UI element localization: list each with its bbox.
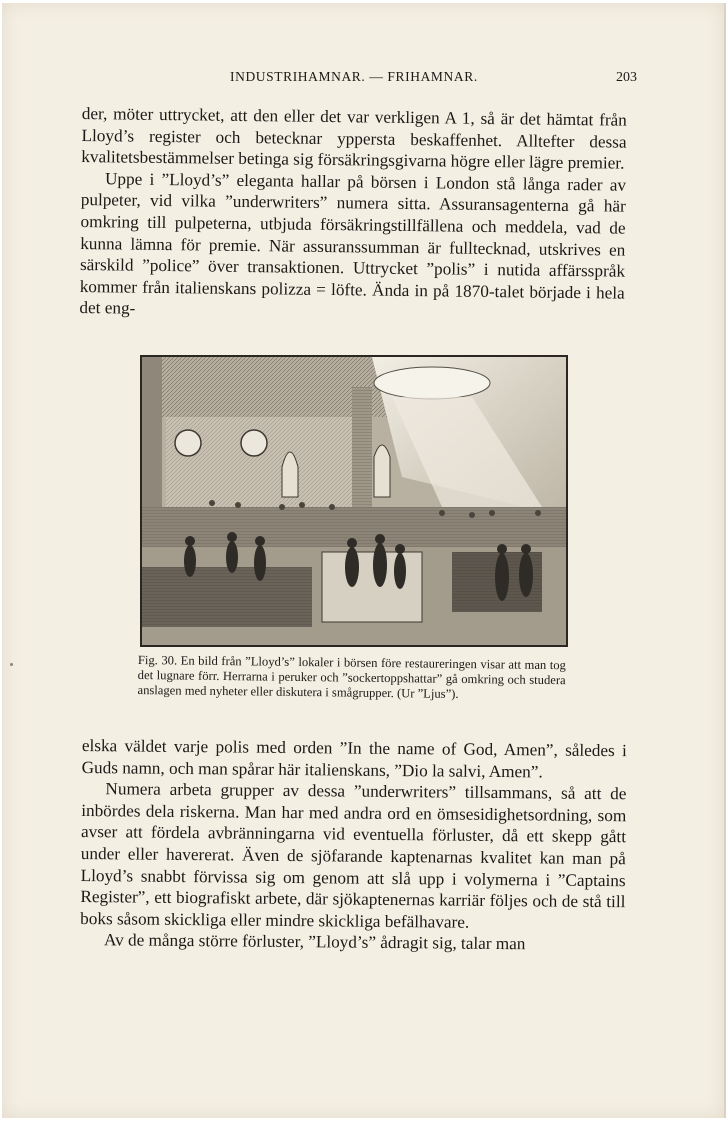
body-text-top — [79, 103, 627, 326]
paragraph: Uppe i ”Lloyd’s” eleganta hallar på börsen i London stå långa rader av pulpeter, vid vilka ”underwriters” numera sitta. Assuransagenterna gå här omkring till pulpeterna, utbjuda försäkringstillfällena och meddela, vad de kunna lämna för premie. När assuranssumman är fulltecknad, utskrives en särskild ”police” över transaktionen. Uttrycket ”polis” i nutida affärsspråk kommer från italienskans polizza = löfte. Ända in på 1870-talet började i hela det eng- — [79, 169, 627, 319]
figure-engraving-lloyds-hall — [140, 355, 568, 647]
paragraph: Numera arbeta grupper av dessa ”underwriters” tillsammans, så att de inbördes dela riskerna. Man har med andra ord en ömsesidighetsordning, som avser att fördela avbränningarna vid eventuella förluster, då ett skepp gått under eller havererat. Även de sjöfarande kaptenarnas kvalitet kan man på Lloyd’s snabbt förvissa sig om genom att slå upp i volymerna i ”Captains Register”, ett biografiskt arbete, där sjökaptenernas karriär följes och de stå till boks såsom skickliga eller mindre skickliga befälhavare. — [80, 779, 627, 932]
paragraph: Av de många större förluster, ”Lloyd’s” ådragit sig, talar man — [103, 930, 526, 954]
paragraph: elska väldet varje polis med orden ”In the name of God, Amen”, således i Guds namn, och man spårar här italienskans, ”Dio la salvi, Amen”. — [81, 735, 627, 782]
body-text-bottom — [80, 735, 627, 956]
page-number: 203 — [616, 70, 637, 85]
figure-caption — [137, 653, 566, 703]
caption-text: Fig. 30. En bild från ”Lloyd’s” lokaler i börsen före restaureringen visar att man tog det lugnare förr. Herrarna i peruker och ”sockertoppshattar” gå omkring och studera anslagen med nyheter eller diskutera i smågrupper. (Ur ”Ljus”). — [137, 653, 566, 701]
page-header — [2, 69, 728, 89]
running-head: INDUSTRIHAMNAR. — FRIHAMNAR. — [230, 69, 478, 84]
margin-speck — [10, 663, 13, 666]
book-page — [2, 3, 726, 1118]
paragraph: der, möter uttrycket, att den eller det var verkligen A 1, så är det hämtat från Lloyd’s register och betecknar yppersta beskaffenhet. Alltefter dessa kvalitetsbestämmelser betinga sig försäkringsgivarna högre eller lägre premier. — [81, 103, 627, 173]
engraving-illustration — [142, 357, 566, 645]
